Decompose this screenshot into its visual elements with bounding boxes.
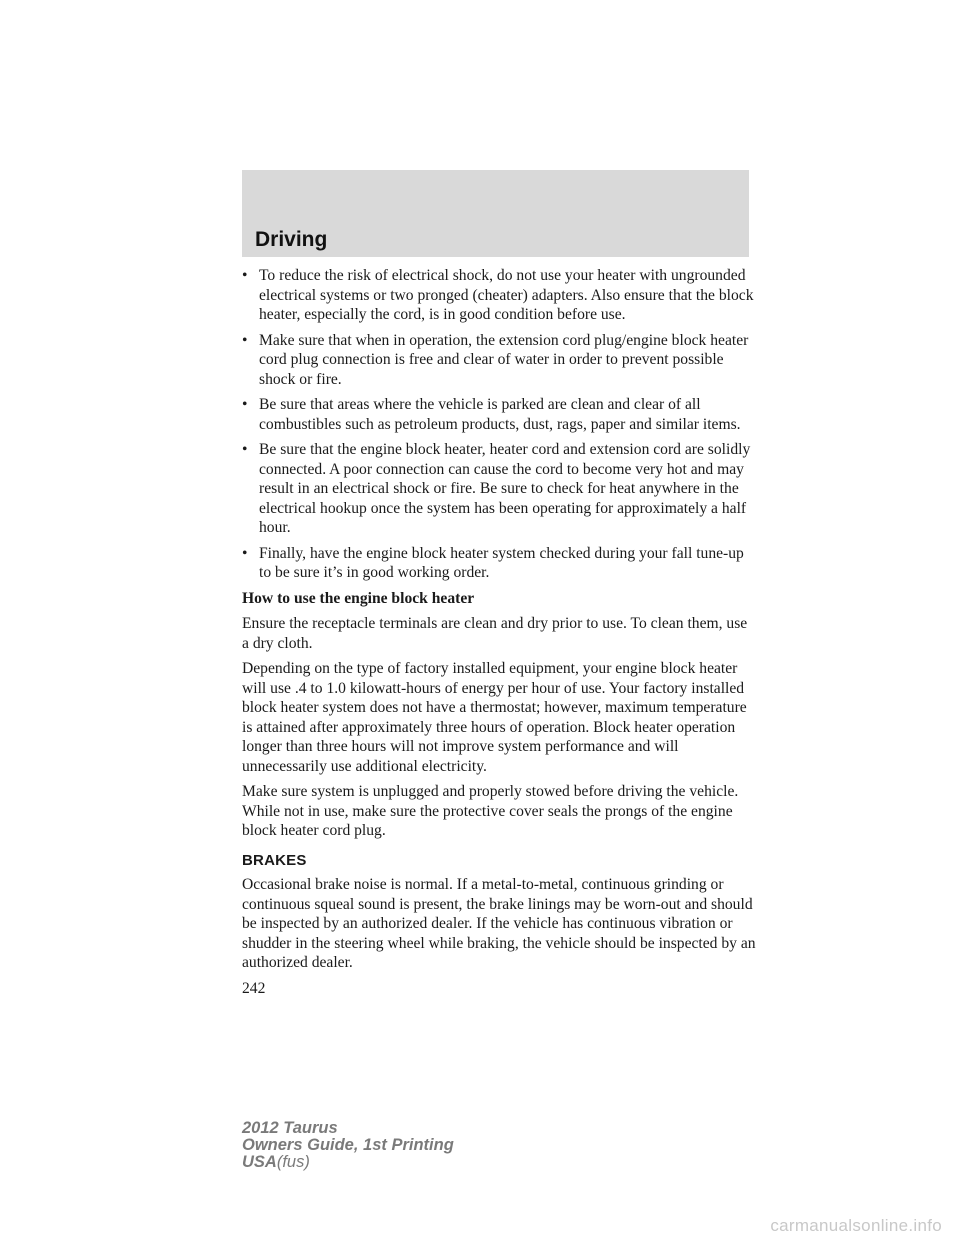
footer-region: USA (242, 1153, 277, 1171)
page-content (242, 266, 757, 998)
brakes-heading: BRAKES (242, 851, 307, 869)
page-number: 242 (242, 979, 266, 997)
how-to-use-paragraph: Make sure system is unplugged and properly stowed before driving the vehicle. While not in use, make sure the protective cover seals the prongs of the engine block heater cord plug. (242, 783, 739, 839)
document-footer (242, 1120, 454, 1171)
how-to-use-paragraph: Depending on the type of factory installed equipment, your engine block heater will use .4 to 1.0 kilowatt-hours of energy per hour of use. Your factory installed block heater system does not have a thermostat; however, maximum temperature is attained after approximately three hours of operation. Block heater operation longer than three hours will not improve system performance and will unnecessarily use additional electricity. (242, 660, 747, 775)
how-to-use-heading: How to use the engine block heater (242, 589, 475, 607)
footer-guide-line: Owners Guide, 1st Printing (242, 1136, 454, 1154)
bullet-icon: • (242, 267, 248, 284)
list-item (242, 544, 757, 583)
list-item (242, 266, 757, 325)
safety-bullet-list (242, 266, 757, 583)
section-title: Driving (255, 228, 328, 251)
footer-model-line: 2012 Taurus (242, 1119, 338, 1137)
bullet-text: To reduce the risk of electrical shock, do not use your heater with ungrounded electrical systems or two pronged (cheater) adapters. Also ensure that the block heater, especially the cord, is in good condition before use. (259, 267, 754, 323)
bullet-text: Be sure that areas where the vehicle is parked are clean and clear of all combustibles such as petroleum products, dust, rags, paper and similar items. (259, 396, 741, 433)
bullet-text: Be sure that the engine block heater, heater cord and extension cord are solidly connected. A poor connection can cause the cord to become very hot and may result in an electrical shock or fire. Be sure to check for heat anywhere in the electrical hookup once the system has been operating for approximately a half hour. (259, 441, 751, 536)
footer-region-code: (fus) (276, 1153, 310, 1171)
list-item (242, 440, 757, 538)
bullet-text: Make sure that when in operation, the extension cord plug/engine block heater cord plug connection is free and clear of water in order to prevent possible shock or fire. (259, 331, 749, 388)
list-item (242, 395, 757, 434)
bullet-icon: • (242, 396, 248, 413)
footer-region-line (242, 1154, 454, 1171)
site-watermark: carmanualsonline.info (770, 1216, 942, 1235)
bullet-text: Finally, have the engine block heater system checked during your fall tune-up to be sure it’s in good working order. (259, 544, 744, 581)
bullet-icon: • (242, 331, 248, 349)
bullet-icon: • (242, 544, 248, 562)
bullet-icon: • (242, 441, 248, 458)
brakes-paragraph: Occasional brake noise is normal. If a metal-to-metal, continuous grinding or continuous squeal sound is present, the brake linings may be worn-out and should be inspected by an authorized dealer. If the vehicle has continuous vibration or shudder in the steering wheel while braking, the vehicle should be inspected by an authorized dealer. (242, 876, 756, 971)
how-to-use-paragraph: Ensure the receptacle terminals are clean and dry prior to use. To clean them, use a dry cloth. (242, 615, 748, 652)
list-item (242, 331, 757, 390)
